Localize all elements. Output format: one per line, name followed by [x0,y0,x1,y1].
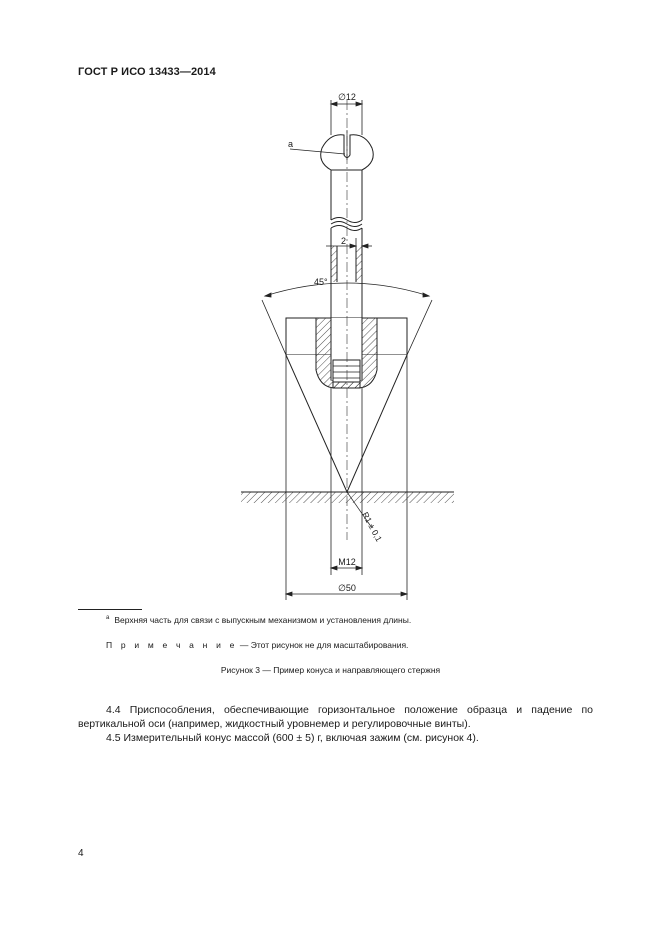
figure-note [106,640,408,650]
rod-lower [331,226,362,319]
label-callout-a: a [288,139,294,149]
label-diameter-base: ∅50 [338,583,356,593]
paragraph-4-4: 4.4 Приспособления, обеспечивающие горизонтальное положение образца и падение по вертикальной оси (например, жидкостный уровнемер и регулировочные винты). [78,704,593,730]
rod-upper [331,170,362,227]
footnote-rule [78,609,142,610]
label-diameter-top: ∅12 [338,92,356,102]
label-radius: R1 ± 0,1 [360,510,385,544]
note-text: — Этот рисунок не для масштабирования. [237,640,409,650]
figure-drawing [230,86,470,606]
dimension-diameter-top [331,100,362,135]
document-header: ГОСТ Р ИСО 13433—2014 [78,66,216,78]
footnote [106,615,411,625]
footnote-marker: a [106,615,110,621]
label-angle: 45° [314,277,328,287]
cone-body [286,318,407,492]
ground-surface [241,492,454,503]
label-thread: M12 [338,557,356,567]
page-number: 4 [78,848,84,859]
paragraph-4-5: 4.5 Измерительный конус массой (600 ± 5) г, включая зажим (см. рисунок 4). [106,732,479,744]
label-wall: 2 [341,236,347,246]
footnote-text: Верхняя часть для связи с выпускным механизмом и установления длины. [114,615,412,625]
figure-caption: Рисунок 3 — Пример конуса и направляющего стержня [220,665,441,675]
note-label: П р и м е ч а н и е [106,640,238,650]
